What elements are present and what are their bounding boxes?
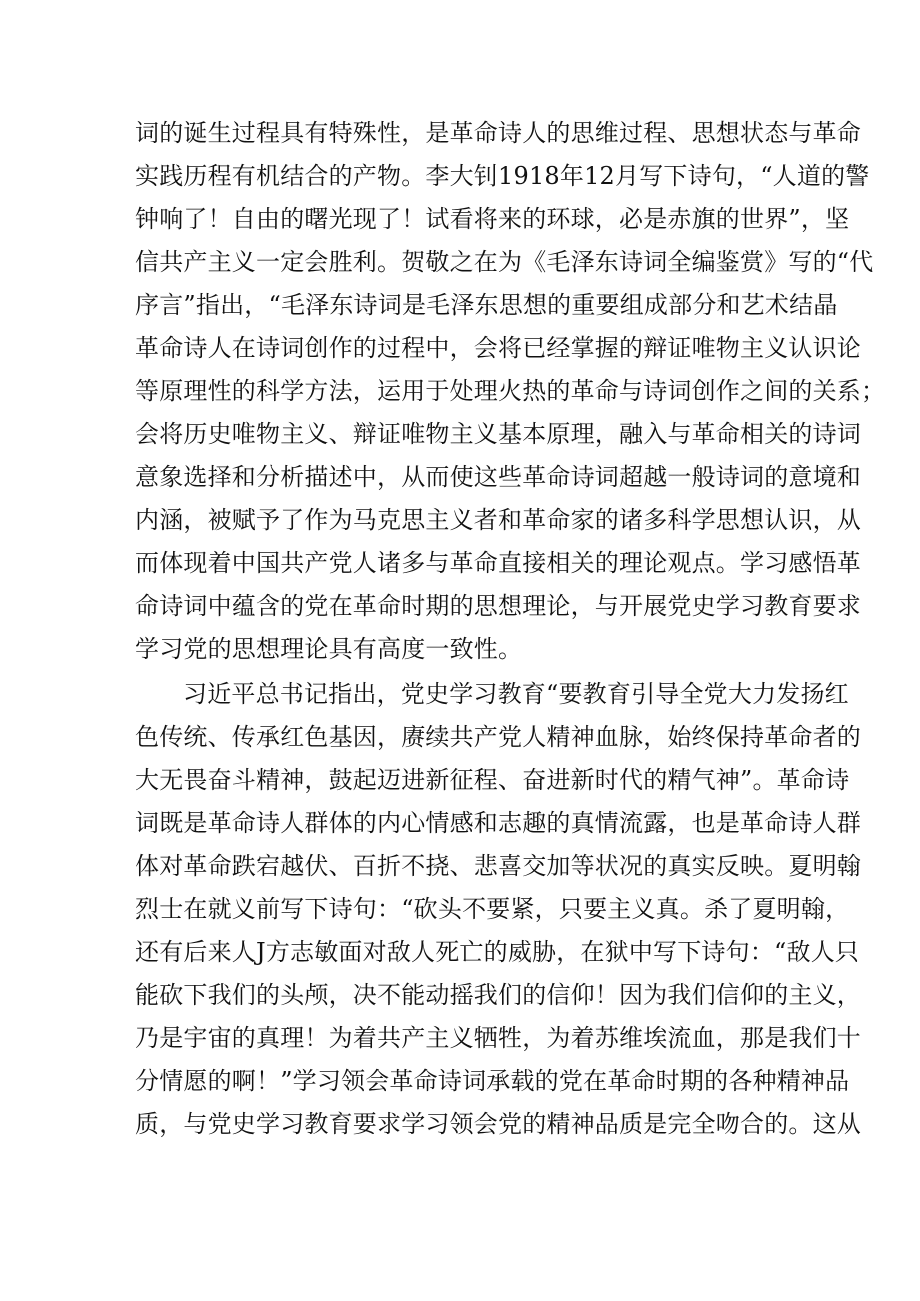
text-line: 会将历史唯物主义、辩证唯物主义基本原理，融入与革命相关的诗词 bbox=[135, 420, 861, 448]
text-line: 序言”指出，“毛泽东诗词是毛泽东思想的重要组成部分和艺术结晶 bbox=[135, 291, 838, 319]
text-line: 能砍下我们的头颅，决不能动摇我们的信仰！因为我们信仰的主义， bbox=[135, 981, 861, 1009]
text-line: 分情愿的啊！”学习领会革命诗词承载的党在革命时期的各种精神品 bbox=[135, 1067, 850, 1095]
text-line: 色传统、传承红色基因，赓续共产党人精神血脉，始终保持革命者的 bbox=[135, 723, 861, 751]
text-line: 内涵，被赋予了作为马克思主义者和革命家的诸多科学思想认识，从 bbox=[135, 506, 861, 534]
text-line: 体对革命跌宕越伏、百折不挠、悲喜交加等状况的真实反映。夏明翰 bbox=[135, 852, 861, 880]
text-line: 而体现着中国共产党人诸多与革命直接相关的理论观点。学习感悟革 bbox=[135, 549, 861, 577]
text-line: 信共产主义一定会胜利。贺敬之在为《毛泽东诗词全编鉴赏》写的“代 bbox=[135, 248, 874, 276]
paragraph-1 bbox=[135, 112, 886, 671]
text-line: 学习党的思想理论具有高度一致性。 bbox=[135, 635, 523, 663]
text-line: 等原理性的科学方法，运用于处理火热的革命与诗词创作之间的关系； bbox=[135, 377, 886, 405]
text-line: 意象选择和分析描述中，从而使这些革命诗词超越一般诗词的意境和 bbox=[135, 463, 861, 491]
text-line: 词的诞生过程具有特殊性，是革命诗人的思维过程、思想状态与革命 bbox=[135, 119, 861, 147]
text-line: 词既是革命诗人群体的内心情感和志趣的真情流露，也是革命诗人群 bbox=[135, 809, 861, 837]
text-line: 还有后来人J方志敏面对敌人死亡的威胁，在狱中写下诗句：“敌人只 bbox=[135, 938, 860, 966]
text-line: 乃是宇宙的真理！为着共产主义牺牲，为着苏维埃流血，那是我们十 bbox=[135, 1024, 861, 1052]
text-line: 烈士在就义前写下诗句：“砍头不要紧，只要主义真。杀了夏明翰， bbox=[135, 895, 850, 923]
document-body bbox=[135, 112, 886, 1146]
text-line: 钟响了！自由的曙光现了！试看将来的环球，必是赤旗的世界”，坚 bbox=[135, 205, 850, 233]
text-line: 命诗词中蕴含的党在革命时期的思想理论，与开展党史学习教育要求 bbox=[135, 592, 861, 620]
paragraph-2 bbox=[135, 673, 861, 1146]
text-line: 大无畏奋斗精神，鼓起迈进新征程、奋进新时代的精气神”。革命诗 bbox=[135, 766, 850, 794]
text-line: 质，与党史学习教育要求学习领会党的精神品质是完全吻合的。这从 bbox=[135, 1110, 861, 1138]
text-line: 实践历程有机结合的产物。李大钊1918年12月写下诗句，“人道的警 bbox=[135, 162, 870, 190]
text-line: 革命诗人在诗词创作的过程中，会将已经掌握的辩证唯物主义认识论 bbox=[135, 334, 861, 362]
text-line: 习近平总书记指出，党史学习教育“要教育引导全党大力发扬红 bbox=[183, 680, 849, 708]
